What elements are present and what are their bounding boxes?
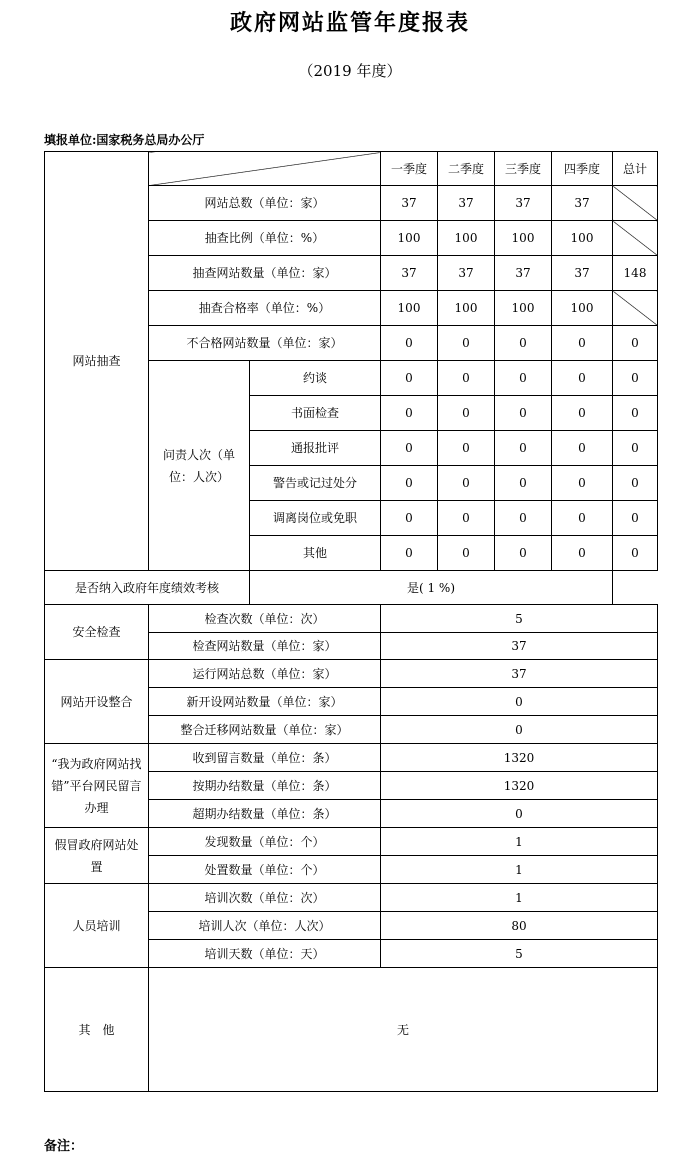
cell-q1: 100 <box>381 221 438 256</box>
cell-q2: 0 <box>438 396 495 431</box>
accountability-label <box>149 361 250 571</box>
cell-q3: 100 <box>495 291 552 326</box>
row-label: 网站总数（单位：家） <box>149 186 381 221</box>
row-label: 抽查合格率（单位：%） <box>149 291 381 326</box>
table-row <box>45 605 658 633</box>
performance-value: 是( 1 %) <box>250 571 613 605</box>
remark-label: 备注： <box>44 1139 84 1154</box>
cell-q3: 0 <box>495 361 552 396</box>
cell-q4: 0 <box>552 396 613 431</box>
report-year: （2019 年度） <box>298 62 402 80</box>
cell-q4: 0 <box>552 466 613 501</box>
row-label: 约谈 <box>250 361 381 396</box>
cell-q3: 0 <box>495 326 552 361</box>
row-label: 新开设网站数量（单位：家） <box>149 688 381 716</box>
cell-q4: 0 <box>552 431 613 466</box>
cell-q4: 0 <box>552 326 613 361</box>
other-value: 无 <box>149 968 658 1092</box>
cell-q4: 37 <box>552 186 613 221</box>
category-feedback-text: “我为政府网站找错”平台网民留言办理 <box>51 756 142 815</box>
row-label: 整合迁移网站数量（单位：家） <box>149 716 381 744</box>
cell-q1: 0 <box>381 326 438 361</box>
row-label: 检查网站数量（单位：家） <box>149 633 381 660</box>
cell-q1: 0 <box>381 501 438 536</box>
cell-q3: 0 <box>495 431 552 466</box>
cell-q3: 37 <box>495 186 552 221</box>
row-label: 培训次数（单位：次） <box>149 884 381 912</box>
row-label: 不合格网站数量（单位：家） <box>149 326 381 361</box>
filing-unit: 填报单位:国家税务总局办公厅 <box>44 133 205 147</box>
table-row <box>45 660 658 688</box>
cell-q2: 100 <box>438 291 495 326</box>
cell-q1: 100 <box>381 291 438 326</box>
cell-q2: 0 <box>438 501 495 536</box>
header-q4: 四季度 <box>552 152 613 186</box>
cell-q2: 100 <box>438 221 495 256</box>
row-value: 1 <box>381 856 658 884</box>
table-row <box>45 828 658 856</box>
row-label: 培训人次（单位：人次） <box>149 912 381 940</box>
row-value: 1320 <box>381 744 658 772</box>
cell-q2: 37 <box>438 256 495 291</box>
row-value: 0 <box>381 688 658 716</box>
cell-total-empty <box>613 186 658 221</box>
row-value: 1 <box>381 828 658 856</box>
report-table <box>44 151 658 1092</box>
performance-label: 是否纳入政府年度绩效考核 <box>45 571 250 605</box>
row-label: 培训天数（单位：天） <box>149 940 381 968</box>
header-q2: 二季度 <box>438 152 495 186</box>
cell-q3: 100 <box>495 221 552 256</box>
category-launch: 网站开设整合 <box>45 660 149 744</box>
cell-q2: 0 <box>438 326 495 361</box>
category-fake-text: 假冒政府网站处置 <box>54 837 139 874</box>
row-value: 37 <box>381 633 658 660</box>
row-label: 按期办结数量（单位：条） <box>149 772 381 800</box>
row-value: 0 <box>381 716 658 744</box>
cell-q4: 0 <box>552 501 613 536</box>
row-label: 书面检查 <box>250 396 381 431</box>
cell-q4: 100 <box>552 291 613 326</box>
category-safety: 安全检查 <box>45 605 149 660</box>
report-title: 政府网站监管年度报表 <box>229 11 470 36</box>
row-value: 5 <box>381 605 658 633</box>
cell-total: 0 <box>613 361 658 396</box>
table-row <box>45 968 658 1092</box>
table-row <box>45 884 658 912</box>
row-value: 37 <box>381 660 658 688</box>
cell-total: 0 <box>613 326 658 361</box>
cell-q1: 0 <box>381 536 438 571</box>
cell-q1: 37 <box>381 186 438 221</box>
cell-q1: 0 <box>381 361 438 396</box>
cell-q3: 0 <box>495 466 552 501</box>
row-label: 抽查网站数量（单位：家） <box>149 256 381 291</box>
cell-q3: 0 <box>495 536 552 571</box>
cell-q2: 0 <box>438 536 495 571</box>
cell-total: 0 <box>613 396 658 431</box>
cell-q1: 37 <box>381 256 438 291</box>
row-value: 1 <box>381 884 658 912</box>
header-q3: 三季度 <box>495 152 552 186</box>
row-label: 通报批评 <box>250 431 381 466</box>
cell-q1: 0 <box>381 466 438 501</box>
row-value: 5 <box>381 940 658 968</box>
cell-total: 0 <box>613 431 658 466</box>
accountability-label-text: 问责人次（单位：人次） <box>162 447 235 484</box>
row-label: 检查次数（单位：次） <box>149 605 381 633</box>
cell-q2: 0 <box>438 466 495 501</box>
cell-q4: 0 <box>552 536 613 571</box>
cell-total: 0 <box>613 466 658 501</box>
category-feedback <box>45 744 149 828</box>
header-row <box>45 152 658 186</box>
cell-total: 148 <box>613 256 658 291</box>
header-diagonal-cell <box>149 152 381 186</box>
row-value: 0 <box>381 800 658 828</box>
row-label: 警告或记过处分 <box>250 466 381 501</box>
row-label: 调离岗位或免职 <box>250 501 381 536</box>
cell-total: 0 <box>613 501 658 536</box>
cell-total-empty <box>613 291 658 326</box>
cell-q4: 37 <box>552 256 613 291</box>
cell-q3: 0 <box>495 396 552 431</box>
row-value: 80 <box>381 912 658 940</box>
category-training: 人员培训 <box>45 884 149 968</box>
cell-q4: 100 <box>552 221 613 256</box>
category-other: 其 他 <box>45 968 149 1092</box>
cell-q1: 0 <box>381 396 438 431</box>
header-total: 总计 <box>613 152 658 186</box>
category-inspection: 网站抽查 <box>45 152 149 571</box>
row-label: 处置数量（单位：个） <box>149 856 381 884</box>
cell-q2: 37 <box>438 186 495 221</box>
cell-total: 0 <box>613 536 658 571</box>
header-q1: 一季度 <box>381 152 438 186</box>
cell-q2: 0 <box>438 431 495 466</box>
cell-q3: 37 <box>495 256 552 291</box>
cell-total-empty <box>613 221 658 256</box>
cell-q1: 0 <box>381 431 438 466</box>
row-label: 运行网站总数（单位：家） <box>149 660 381 688</box>
table-row <box>45 744 658 772</box>
table-row <box>45 571 658 605</box>
row-label: 抽查比例（单位：%） <box>149 221 381 256</box>
cell-q3: 0 <box>495 501 552 536</box>
cell-q2: 0 <box>438 361 495 396</box>
row-value: 1320 <box>381 772 658 800</box>
cell-q4: 0 <box>552 361 613 396</box>
row-label: 其他 <box>250 536 381 571</box>
row-label: 收到留言数量（单位：条） <box>149 744 381 772</box>
category-fake <box>45 828 149 884</box>
row-label: 超期办结数量（单位：条） <box>149 800 381 828</box>
row-label: 发现数量（单位：个） <box>149 828 381 856</box>
